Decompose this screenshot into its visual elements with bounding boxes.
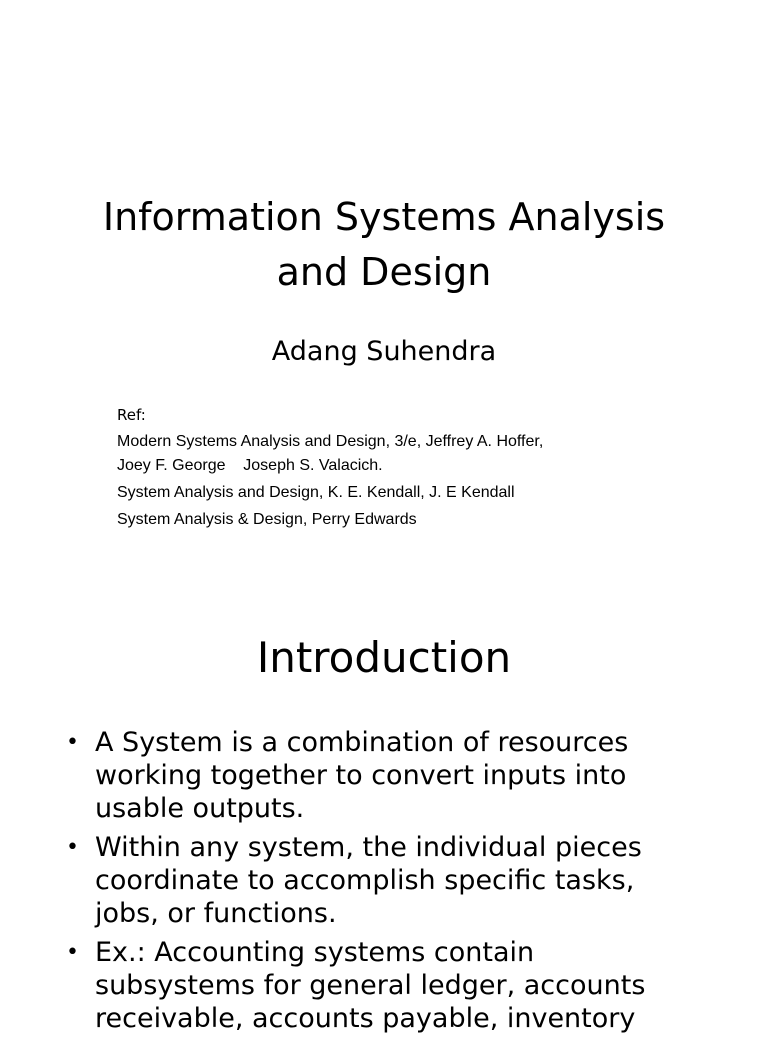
bullet-list [66, 726, 706, 1041]
bullet-point-icon: • [66, 940, 79, 965]
slide-title-line-1: Information Systems Analysis [102, 195, 666, 239]
introduction-slide [0, 580, 768, 1034]
bullet-line: subsystems for general ledger, accounts [95, 970, 646, 1001]
introduction-title: Introduction [256, 633, 512, 682]
bullet-line: receivable, accounts payable, inventory [95, 1003, 636, 1034]
bullet-item [66, 936, 706, 1035]
bullet-line: Ex.: Accounting systems contain [95, 937, 535, 968]
reference-item [117, 508, 677, 532]
bullet-item [66, 831, 706, 930]
reference-line: Modern Systems Analysis and Design, 3/e, Jeffrey A. Hoffer, [117, 433, 544, 450]
author-name: Adang Suhendra [271, 336, 497, 367]
references-label: Ref: [117, 406, 146, 424]
bullet-line: Within any system, the individual pieces [95, 832, 642, 863]
reference-line: System Analysis & Design, Perry Edwards [117, 511, 417, 528]
bullet-point-icon: • [66, 835, 79, 860]
bullet-item [66, 726, 706, 825]
bullet-line: usable outputs. [95, 793, 305, 824]
reference-line: Joey F. George Joseph S. Valacich. [117, 457, 383, 474]
reference-item [117, 430, 677, 478]
slide-title-line-2: and Design [276, 250, 492, 294]
bullet-line: A System is a combination of resources [95, 727, 629, 758]
slide-title [40, 190, 728, 300]
reference-item [117, 481, 677, 505]
bullet-line: working together to convert inputs into [95, 760, 627, 791]
reference-line: System Analysis and Design, K. E. Kendall, J. E Kendall [117, 484, 515, 501]
references-block [117, 403, 677, 535]
bullet-line: jobs, or functions. [95, 898, 337, 929]
bullet-point-icon: • [66, 730, 79, 755]
bullet-line: coordinate to accomplish specific tasks, [95, 865, 635, 896]
